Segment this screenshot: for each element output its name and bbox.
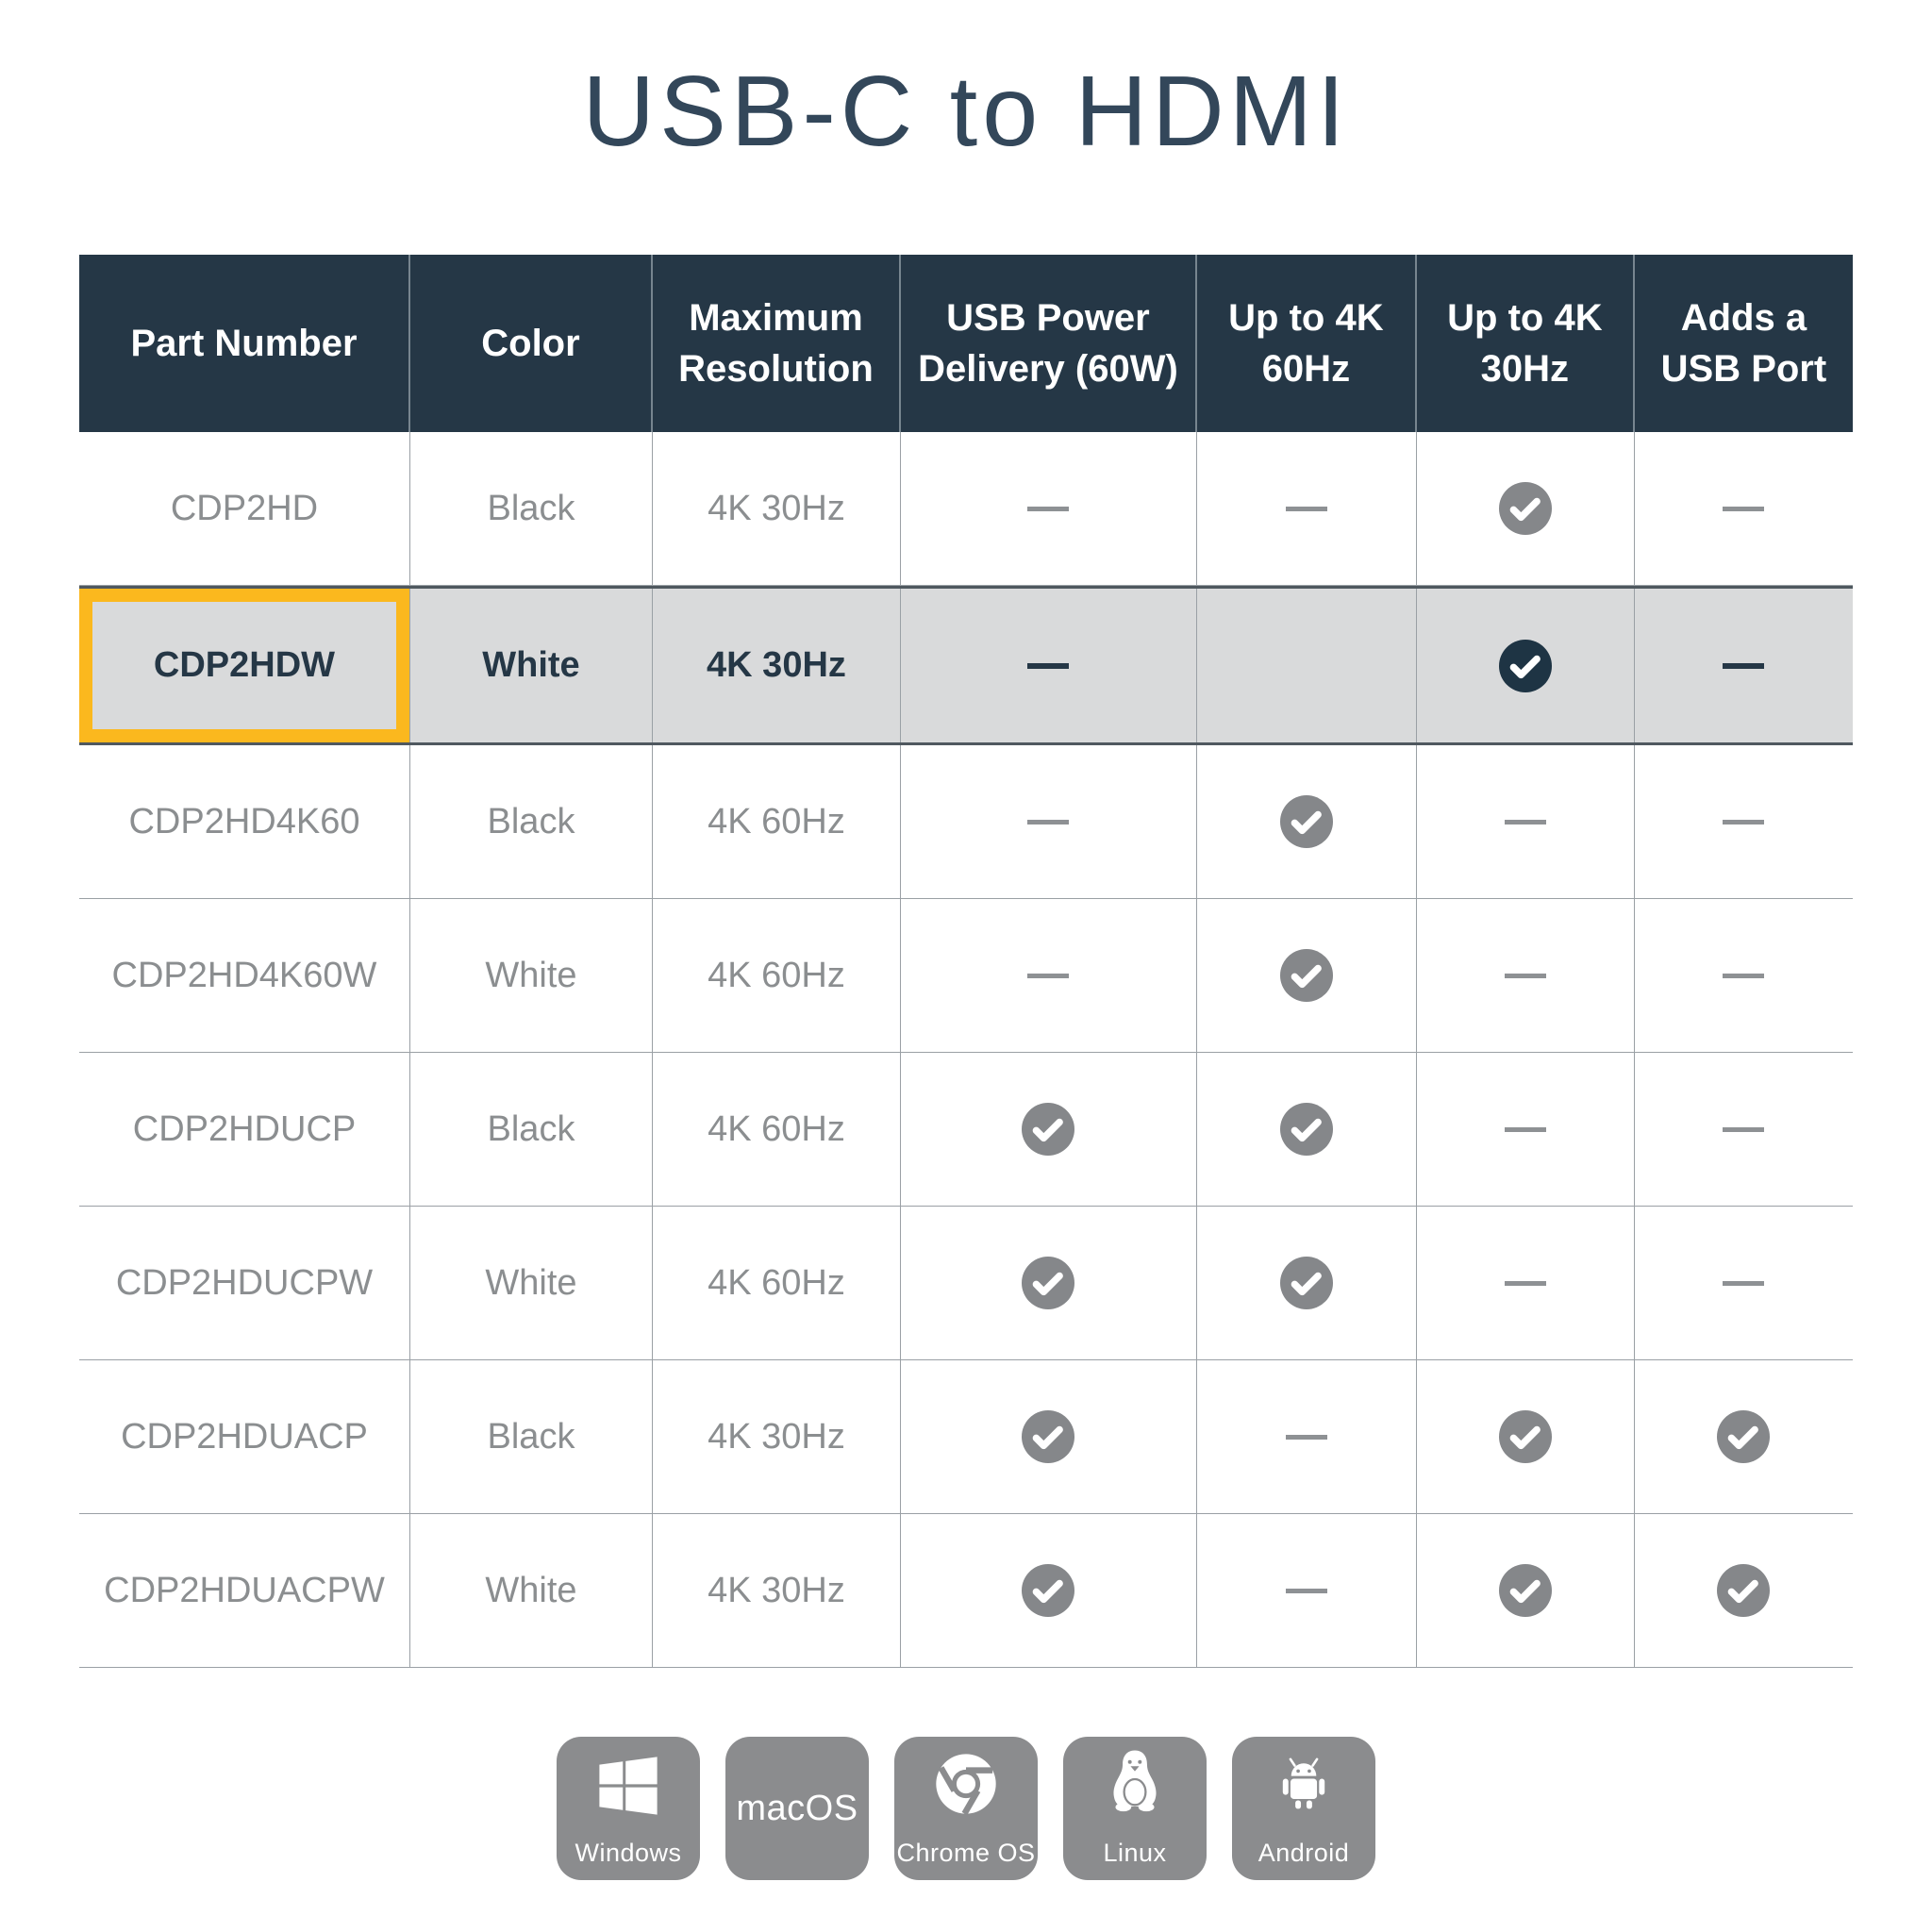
color-cell: Black bbox=[410, 1053, 653, 1207]
check-icon bbox=[1499, 1410, 1552, 1463]
table-row bbox=[79, 586, 1853, 745]
feature-cell bbox=[1417, 589, 1635, 742]
feature-cell bbox=[1417, 899, 1635, 1053]
feature-cell bbox=[1635, 589, 1853, 742]
resolution-cell: 4K 60Hz bbox=[653, 745, 901, 899]
check-icon bbox=[1280, 1103, 1333, 1156]
feature-cell bbox=[1197, 589, 1417, 742]
part-number-cell: CDP2HDW bbox=[79, 589, 410, 742]
feature-cell bbox=[1197, 1053, 1417, 1207]
part-number-cell: CDP2HD bbox=[79, 432, 410, 586]
part-number-cell: CDP2HD4K60W bbox=[79, 899, 410, 1053]
dash-icon bbox=[1505, 974, 1546, 978]
dash-icon bbox=[1505, 1281, 1546, 1286]
resolution-cell: 4K 30Hz bbox=[653, 432, 901, 586]
table-row bbox=[79, 1514, 1853, 1668]
column-header-4k60: Up to 4K 60Hz bbox=[1197, 255, 1417, 432]
feature-cell bbox=[1635, 432, 1853, 586]
table-row bbox=[79, 1053, 1853, 1207]
linux-tux-icon bbox=[1099, 1746, 1171, 1818]
dash-icon bbox=[1027, 507, 1069, 511]
dash-icon bbox=[1505, 1127, 1546, 1132]
dash-icon bbox=[1027, 820, 1069, 824]
feature-cell bbox=[901, 1207, 1197, 1360]
table-row bbox=[79, 1360, 1853, 1514]
feature-cell bbox=[901, 745, 1197, 899]
os-tile-label: Android bbox=[1257, 1839, 1350, 1867]
android-robot-icon bbox=[1269, 1748, 1339, 1818]
os-tile-android bbox=[1232, 1737, 1375, 1880]
feature-cell bbox=[1197, 745, 1417, 899]
feature-cell bbox=[901, 589, 1197, 742]
dash-icon bbox=[1723, 663, 1764, 669]
os-tile-label: Windows bbox=[575, 1839, 682, 1867]
os-tile-linux bbox=[1063, 1737, 1207, 1880]
dash-icon bbox=[1027, 974, 1069, 978]
feature-cell bbox=[901, 1053, 1197, 1207]
feature-cell bbox=[1197, 899, 1417, 1053]
part-number-cell: CDP2HDUACP bbox=[79, 1360, 410, 1514]
column-header-adds-usb-port: Adds a USB Port bbox=[1660, 297, 1827, 390]
part-number-cell: CDP2HDUACPW bbox=[79, 1514, 410, 1668]
column-header-part-number: Part Number bbox=[79, 255, 410, 432]
comparison-table bbox=[79, 255, 1853, 1668]
dash-icon bbox=[1723, 1281, 1764, 1286]
dash-icon bbox=[1027, 663, 1069, 669]
check-icon bbox=[1717, 1564, 1770, 1617]
chrome-logo-icon bbox=[932, 1750, 1000, 1818]
dash-icon bbox=[1723, 507, 1764, 511]
check-icon bbox=[1280, 795, 1333, 848]
table-row bbox=[79, 745, 1853, 899]
page-title: USB-C to HDMI bbox=[582, 56, 1350, 167]
color-cell: White bbox=[410, 899, 653, 1053]
feature-cell bbox=[901, 1360, 1197, 1514]
feature-cell bbox=[1635, 745, 1853, 899]
feature-cell bbox=[1635, 1514, 1853, 1668]
feature-cell bbox=[1635, 899, 1853, 1053]
os-tile-label: Chrome OS bbox=[896, 1839, 1036, 1867]
check-icon bbox=[1499, 482, 1552, 535]
table-body bbox=[79, 432, 1853, 1668]
feature-cell bbox=[1197, 1514, 1417, 1668]
feature-cell bbox=[901, 432, 1197, 586]
feature-cell bbox=[1197, 432, 1417, 586]
check-icon bbox=[1499, 640, 1552, 692]
feature-cell bbox=[1635, 1207, 1853, 1360]
os-tile-label: Linux bbox=[1103, 1839, 1167, 1867]
resolution-cell: 4K 60Hz bbox=[653, 899, 901, 1053]
table-row bbox=[79, 432, 1853, 586]
resolution-cell: 4K 30Hz bbox=[653, 1514, 901, 1668]
resolution-cell: 4K 30Hz bbox=[653, 1360, 901, 1514]
column-header-color: Color bbox=[410, 255, 653, 432]
check-icon bbox=[1717, 1410, 1770, 1463]
check-icon bbox=[1022, 1103, 1074, 1156]
os-compatibility-row bbox=[0, 1737, 1932, 1880]
feature-cell bbox=[1417, 1207, 1635, 1360]
check-icon bbox=[1022, 1564, 1074, 1617]
check-icon bbox=[1499, 1564, 1552, 1617]
resolution-cell: 4K 60Hz bbox=[653, 1207, 901, 1360]
part-number-cell: CDP2HDUCP bbox=[79, 1053, 410, 1207]
check-icon bbox=[1022, 1257, 1074, 1309]
color-cell: White bbox=[410, 1514, 653, 1668]
table-header-row bbox=[79, 255, 1853, 432]
feature-cell bbox=[901, 1514, 1197, 1668]
os-tile-chrome-os bbox=[894, 1737, 1038, 1880]
feature-cell bbox=[1635, 1053, 1853, 1207]
feature-cell bbox=[1417, 432, 1635, 586]
resolution-cell: 4K 30Hz bbox=[653, 589, 901, 742]
color-cell: White bbox=[410, 589, 653, 742]
os-tile-macos bbox=[725, 1737, 869, 1880]
color-cell: Black bbox=[410, 432, 653, 586]
feature-cell bbox=[1417, 745, 1635, 899]
dash-icon bbox=[1723, 820, 1764, 824]
feature-cell bbox=[1197, 1207, 1417, 1360]
os-tile-windows bbox=[557, 1737, 700, 1880]
part-number-cell: CDP2HD4K60 bbox=[79, 745, 410, 899]
color-cell: Black bbox=[410, 1360, 653, 1514]
column-header-4k30: Up to 4K 30Hz bbox=[1417, 255, 1635, 432]
dash-icon bbox=[1723, 974, 1764, 978]
table-row bbox=[79, 1207, 1853, 1360]
feature-cell bbox=[901, 899, 1197, 1053]
color-cell: Black bbox=[410, 745, 653, 899]
dash-icon bbox=[1286, 507, 1327, 511]
column-header-usb-power-delivery: USB Power Delivery (60W) bbox=[901, 255, 1197, 432]
dash-icon bbox=[1286, 1589, 1327, 1593]
feature-cell bbox=[1417, 1053, 1635, 1207]
dash-icon bbox=[1723, 1127, 1764, 1132]
dash-icon bbox=[1286, 1435, 1327, 1440]
check-icon bbox=[1280, 1257, 1333, 1309]
feature-cell bbox=[1635, 1360, 1853, 1514]
part-number-cell: CDP2HDUCPW bbox=[79, 1207, 410, 1360]
dash-icon bbox=[1505, 820, 1546, 824]
windows-logo-icon bbox=[598, 1756, 658, 1816]
feature-cell bbox=[1417, 1514, 1635, 1668]
feature-cell bbox=[1197, 1360, 1417, 1514]
check-icon bbox=[1022, 1410, 1074, 1463]
os-tile-label: macOS bbox=[736, 1788, 858, 1828]
column-header-max-resolution: Maximum Resolution bbox=[653, 255, 901, 432]
table-row bbox=[79, 899, 1853, 1053]
color-cell: White bbox=[410, 1207, 653, 1360]
check-icon bbox=[1280, 949, 1333, 1002]
feature-cell bbox=[1417, 1360, 1635, 1514]
resolution-cell: 4K 60Hz bbox=[653, 1053, 901, 1207]
